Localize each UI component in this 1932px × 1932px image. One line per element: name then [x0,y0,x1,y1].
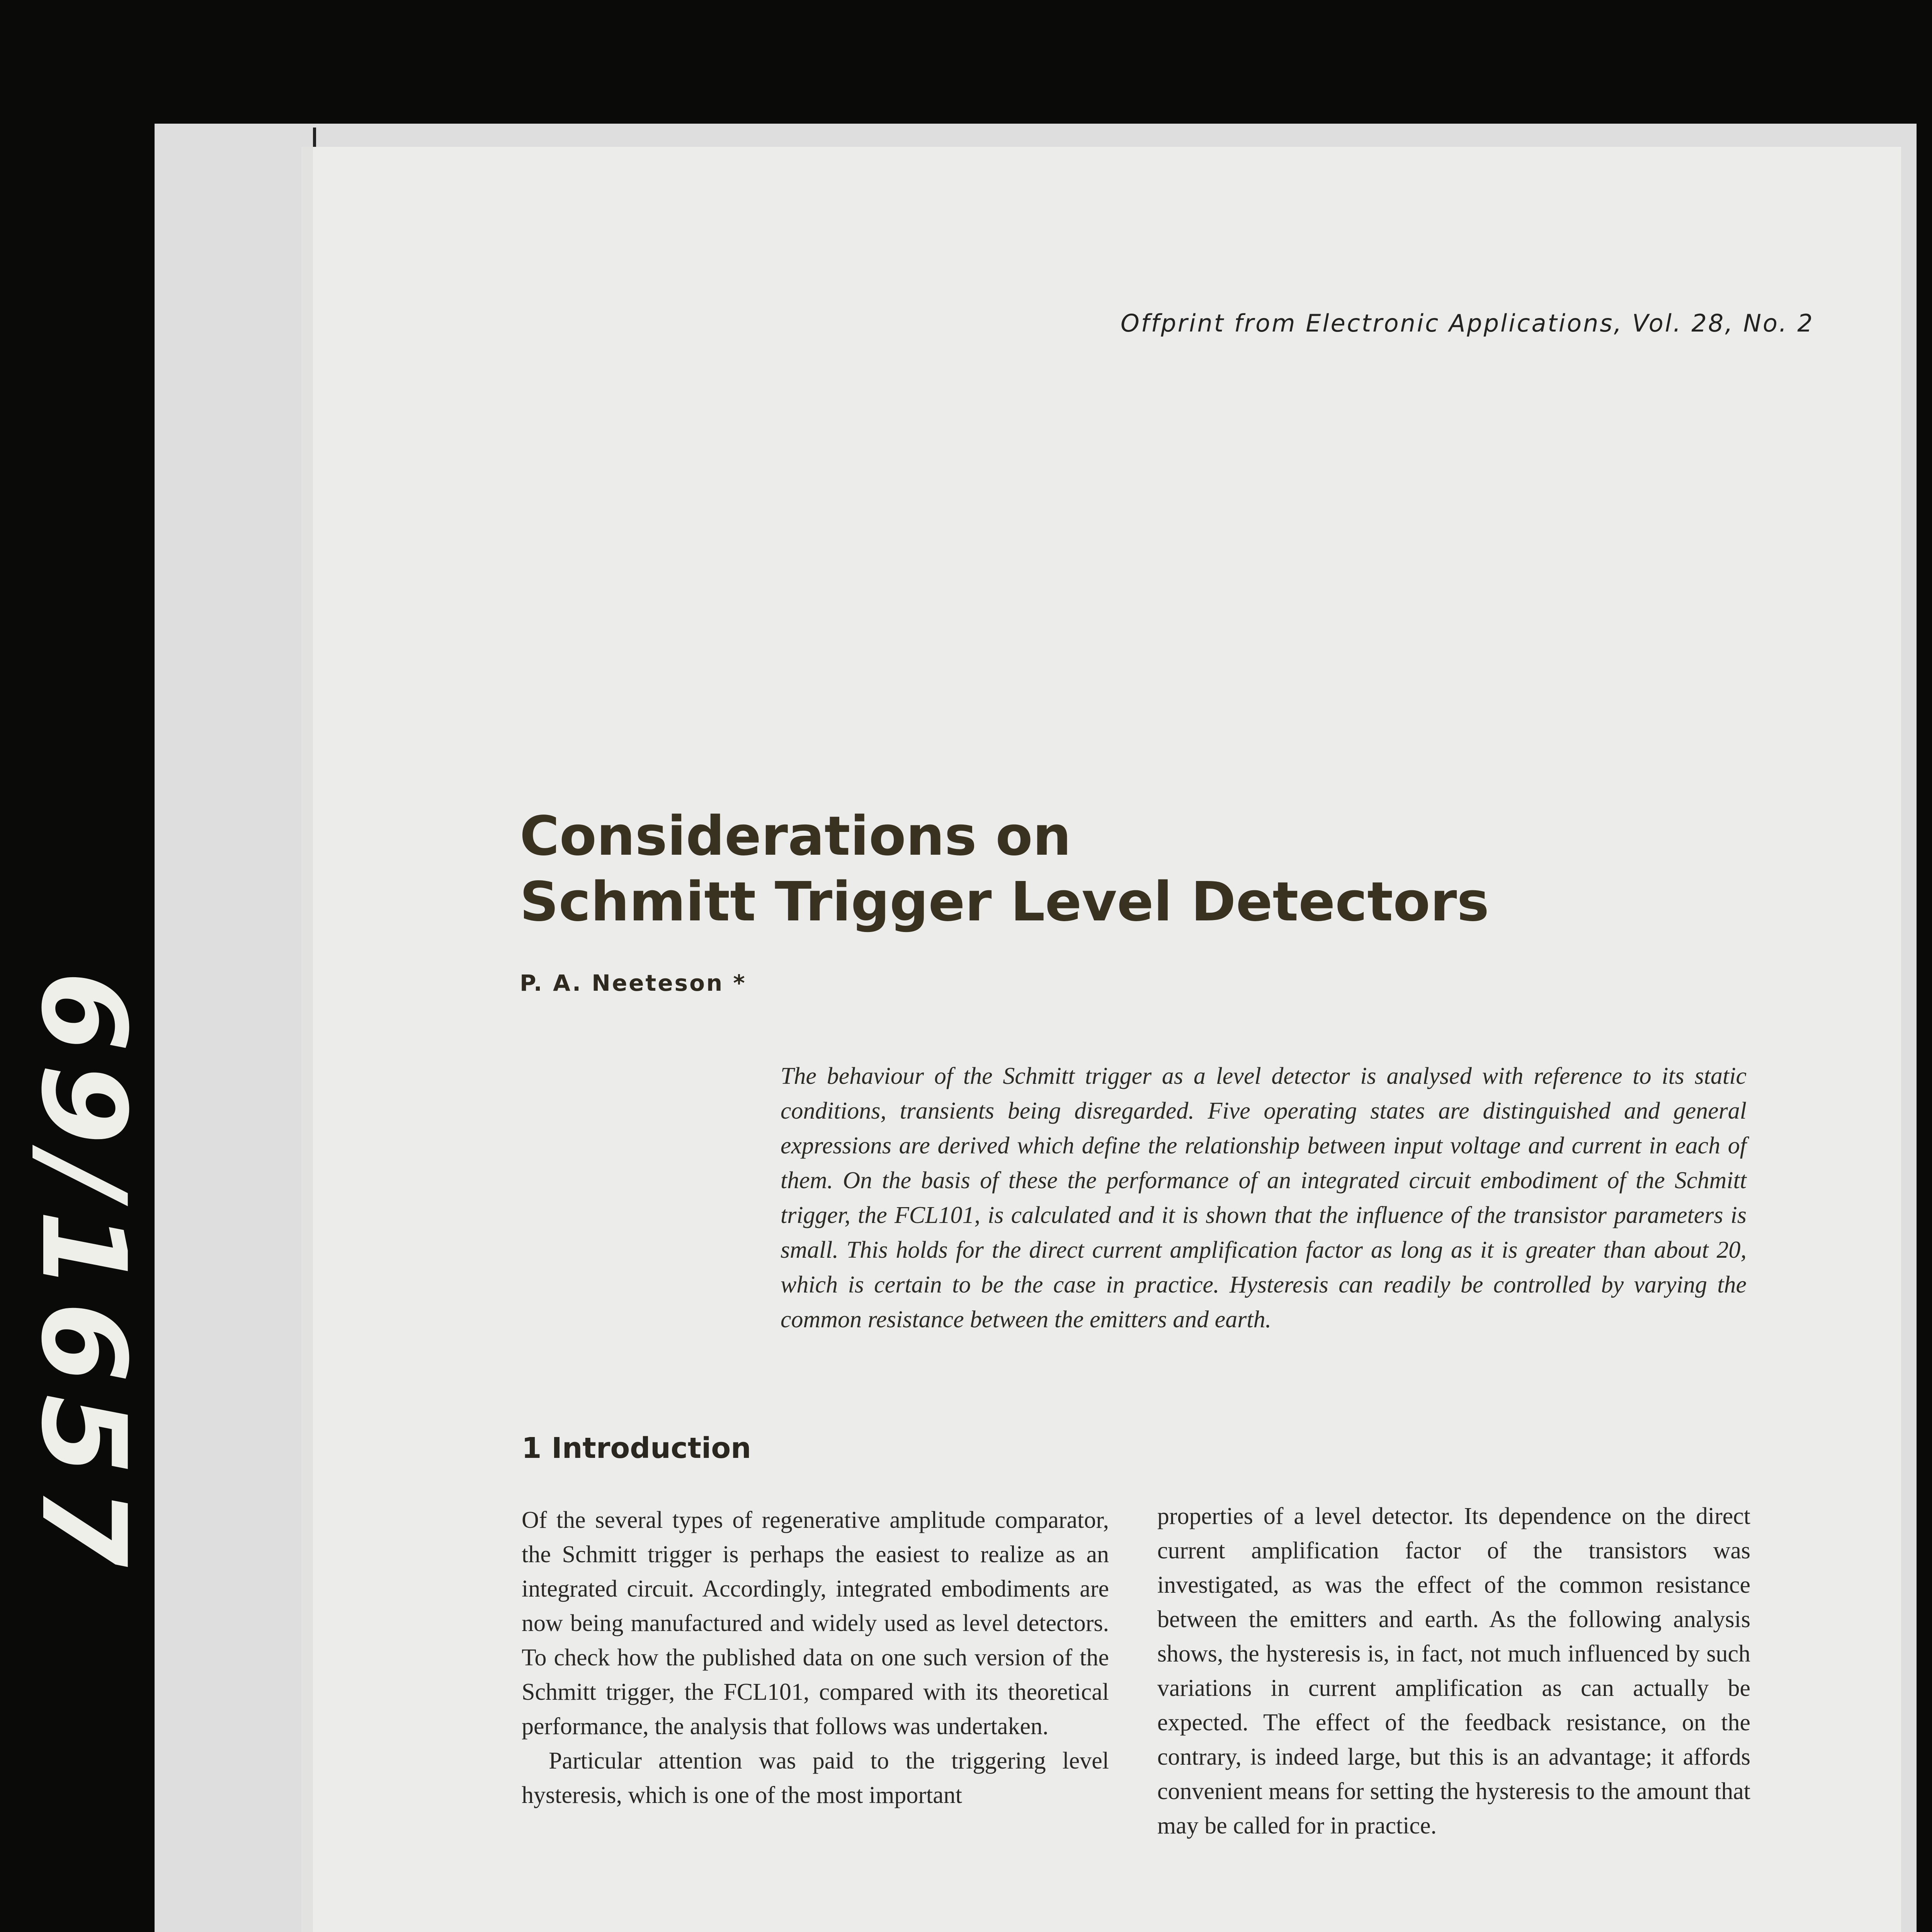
introduction-left-column [522,1503,1109,1813]
paragraph: properties of a level detector. Its dependence on the direct current amplification factor of the transistors was investigated, as was the effect of the common resistance between the emitters and earth. As the following analysis shows, the hysteresis is, in fact, not much influenced by such variations in current amplification as can actually be expected. The effect of the feedback resistance, on the contrary, is indeed large, but this is an advantage; it affords convenient means for setting the hysteresis to the amount that may be called for in practice. [1157,1503,1750,1839]
article-title [520,804,1679,935]
handwritten-number: 69/1657 [16,971,151,1579]
author: P. A. Neeteson * [520,970,747,996]
title-line-2: Schmitt Trigger Level Detectors [520,871,1489,934]
offprint-header: Offprint from Electronic Applications, Vol. 28, No. 2 [1121,309,1814,337]
paragraph: Of the several types of regenerative amplitude comparator, the Schmitt trigger is perhaps the easiest to realize as an integrated circuit. Accordingly, integrated embodiments are now being manufactured and widely used as level detectors. To check how the published data on one such version of the Schmitt trigger, the FCL101, compared with its theoretical performance, the analysis that follows was undertaken. [522,1507,1109,1740]
title-line-1: Considerations on [520,805,1071,868]
handwritten-margin [16,715,174,1835]
abstract: The behaviour of the Schmitt trigger as a level detector is analysed with reference to its static conditions, transients being disregarded. Five operating states are distinguished and general expressions are derived which define the relationship between input voltage and current in each of them. On the basis of these the performance of an integrated circuit embodiment of the Schmitt trigger, the FCL101, is calculated and it is shown that the influence of the transistor parameters is small. This holds for the direct current amplification factor as long as it is greater than about 20, which is certain to be the case in practice. Hysteresis can readily be controlled by varying the common resistance between the emitters and earth. [781,1063,1747,1333]
section-heading-introduction: 1 Introduction [522,1432,751,1465]
paragraph: Particular attention was paid to the triggering level hysteresis, which is one of the most important [522,1748,1109,1808]
introduction-right-column [1157,1499,1750,1843]
